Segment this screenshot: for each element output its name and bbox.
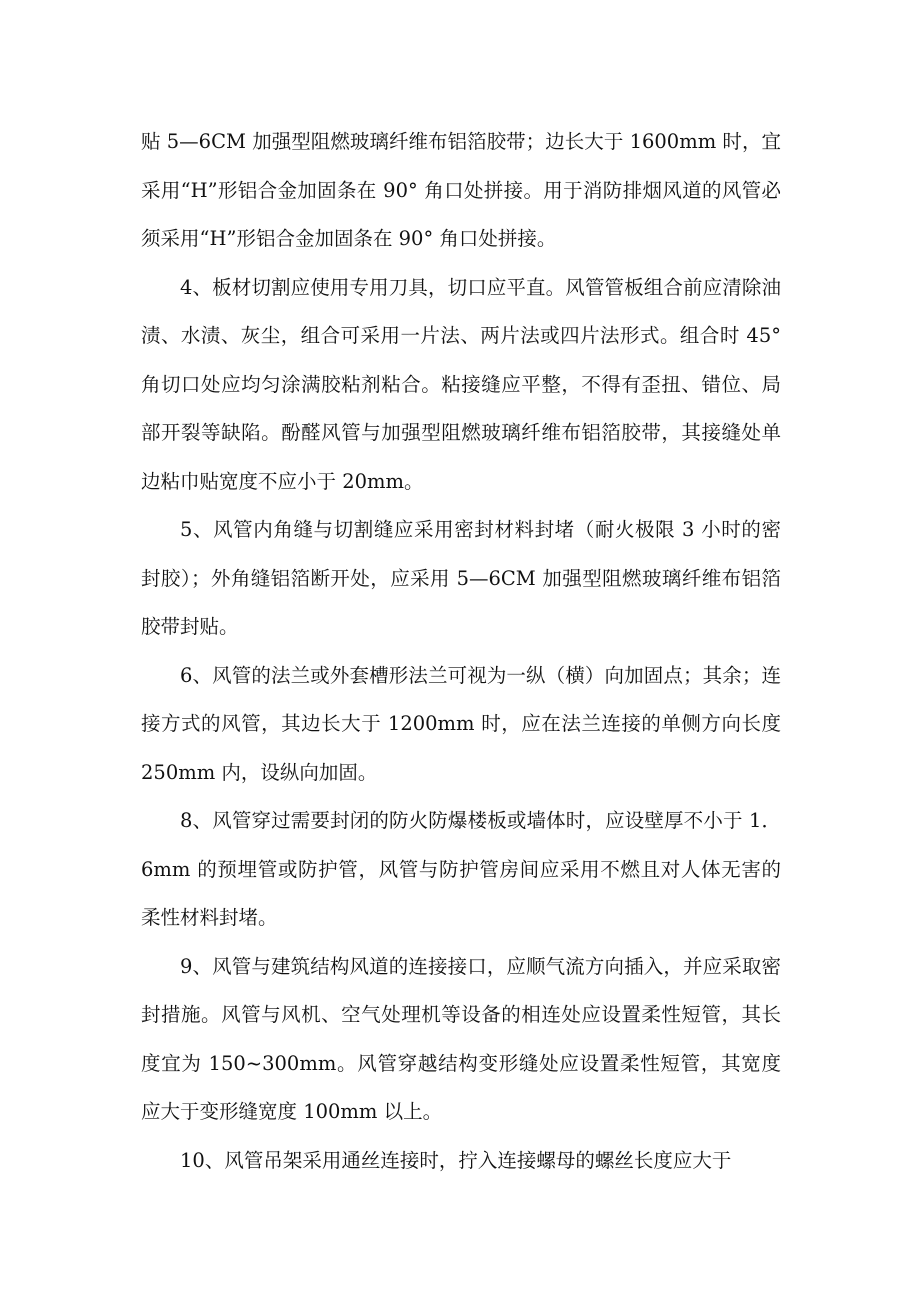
paragraph-continuation: 贴 5—6CM 加强型阻燃玻璃纤维布铝箔胶带；边长大于 1600mm 时，宜采用“H”形铝合金加固条在 90° 角口处拼接。用于消防排烟风道的风管必须采用“H”形铝合金加固条在 90° 角口处拼接。: [141, 130, 781, 250]
paragraph-item-6: 6、风管的法兰或外套槽形法兰可视为一纵（横）向加固点；其余；连接方式的风管，其边长大于 1200mm 时，应在法兰连接的单侧方向长度 250mm 内，设纵向加固。: [141, 663, 788, 784]
paragraph-item-10: 10、风管吊架采用通丝连接时，拧入连接螺母的螺丝长度应大于: [180, 1148, 732, 1172]
paragraph-item-5: 5、风管内角缝与切割缝应采用密封材料封堵（耐火极限 3 小时的密封胶）；外角缝铝箔断开处，应采用 5—6CM 加强型阻燃玻璃纤维布铝箔胶带封贴。: [141, 518, 781, 638]
paragraph-item-4: 4、板材切割应使用专用刀具，切口应平直。风管管板组合前应清除油渍、水渍、灰尘，组合可采用一片法、两片法或四片法形式。组合时 45° 角切口处应均匀涂满胶粘剂粘合。粘接缝应平整，不得有歪扭、错位、局部开裂等缺陷。酚醛风管与加强型阻燃玻璃纤维布铝箔胶带，其接缝处单边粘巾贴宽度不应小于 20mm。: [141, 275, 788, 493]
paragraph-item-8: 8、风管穿过需要封闭的防火防爆楼板或墙体时，应设壁厚不小于 1．6mm 的预埋管或防护管，风管与防护管房间应采用不燃且对人体无害的柔性材料封堵。: [141, 809, 781, 929]
body-text: [141, 118, 788, 1185]
paragraph-item-9: 9、风管与建筑结构风道的连接接口，应顺气流方向插入，并应采取密封措施。风管与风机、空气处理机等设备的相连处应设置柔性短管，其长度宜为 150~300mm。风管穿越结构变形缝处应设置柔性短管，其宽度应大于变形缝宽度 100mm 以上。: [141, 954, 781, 1123]
